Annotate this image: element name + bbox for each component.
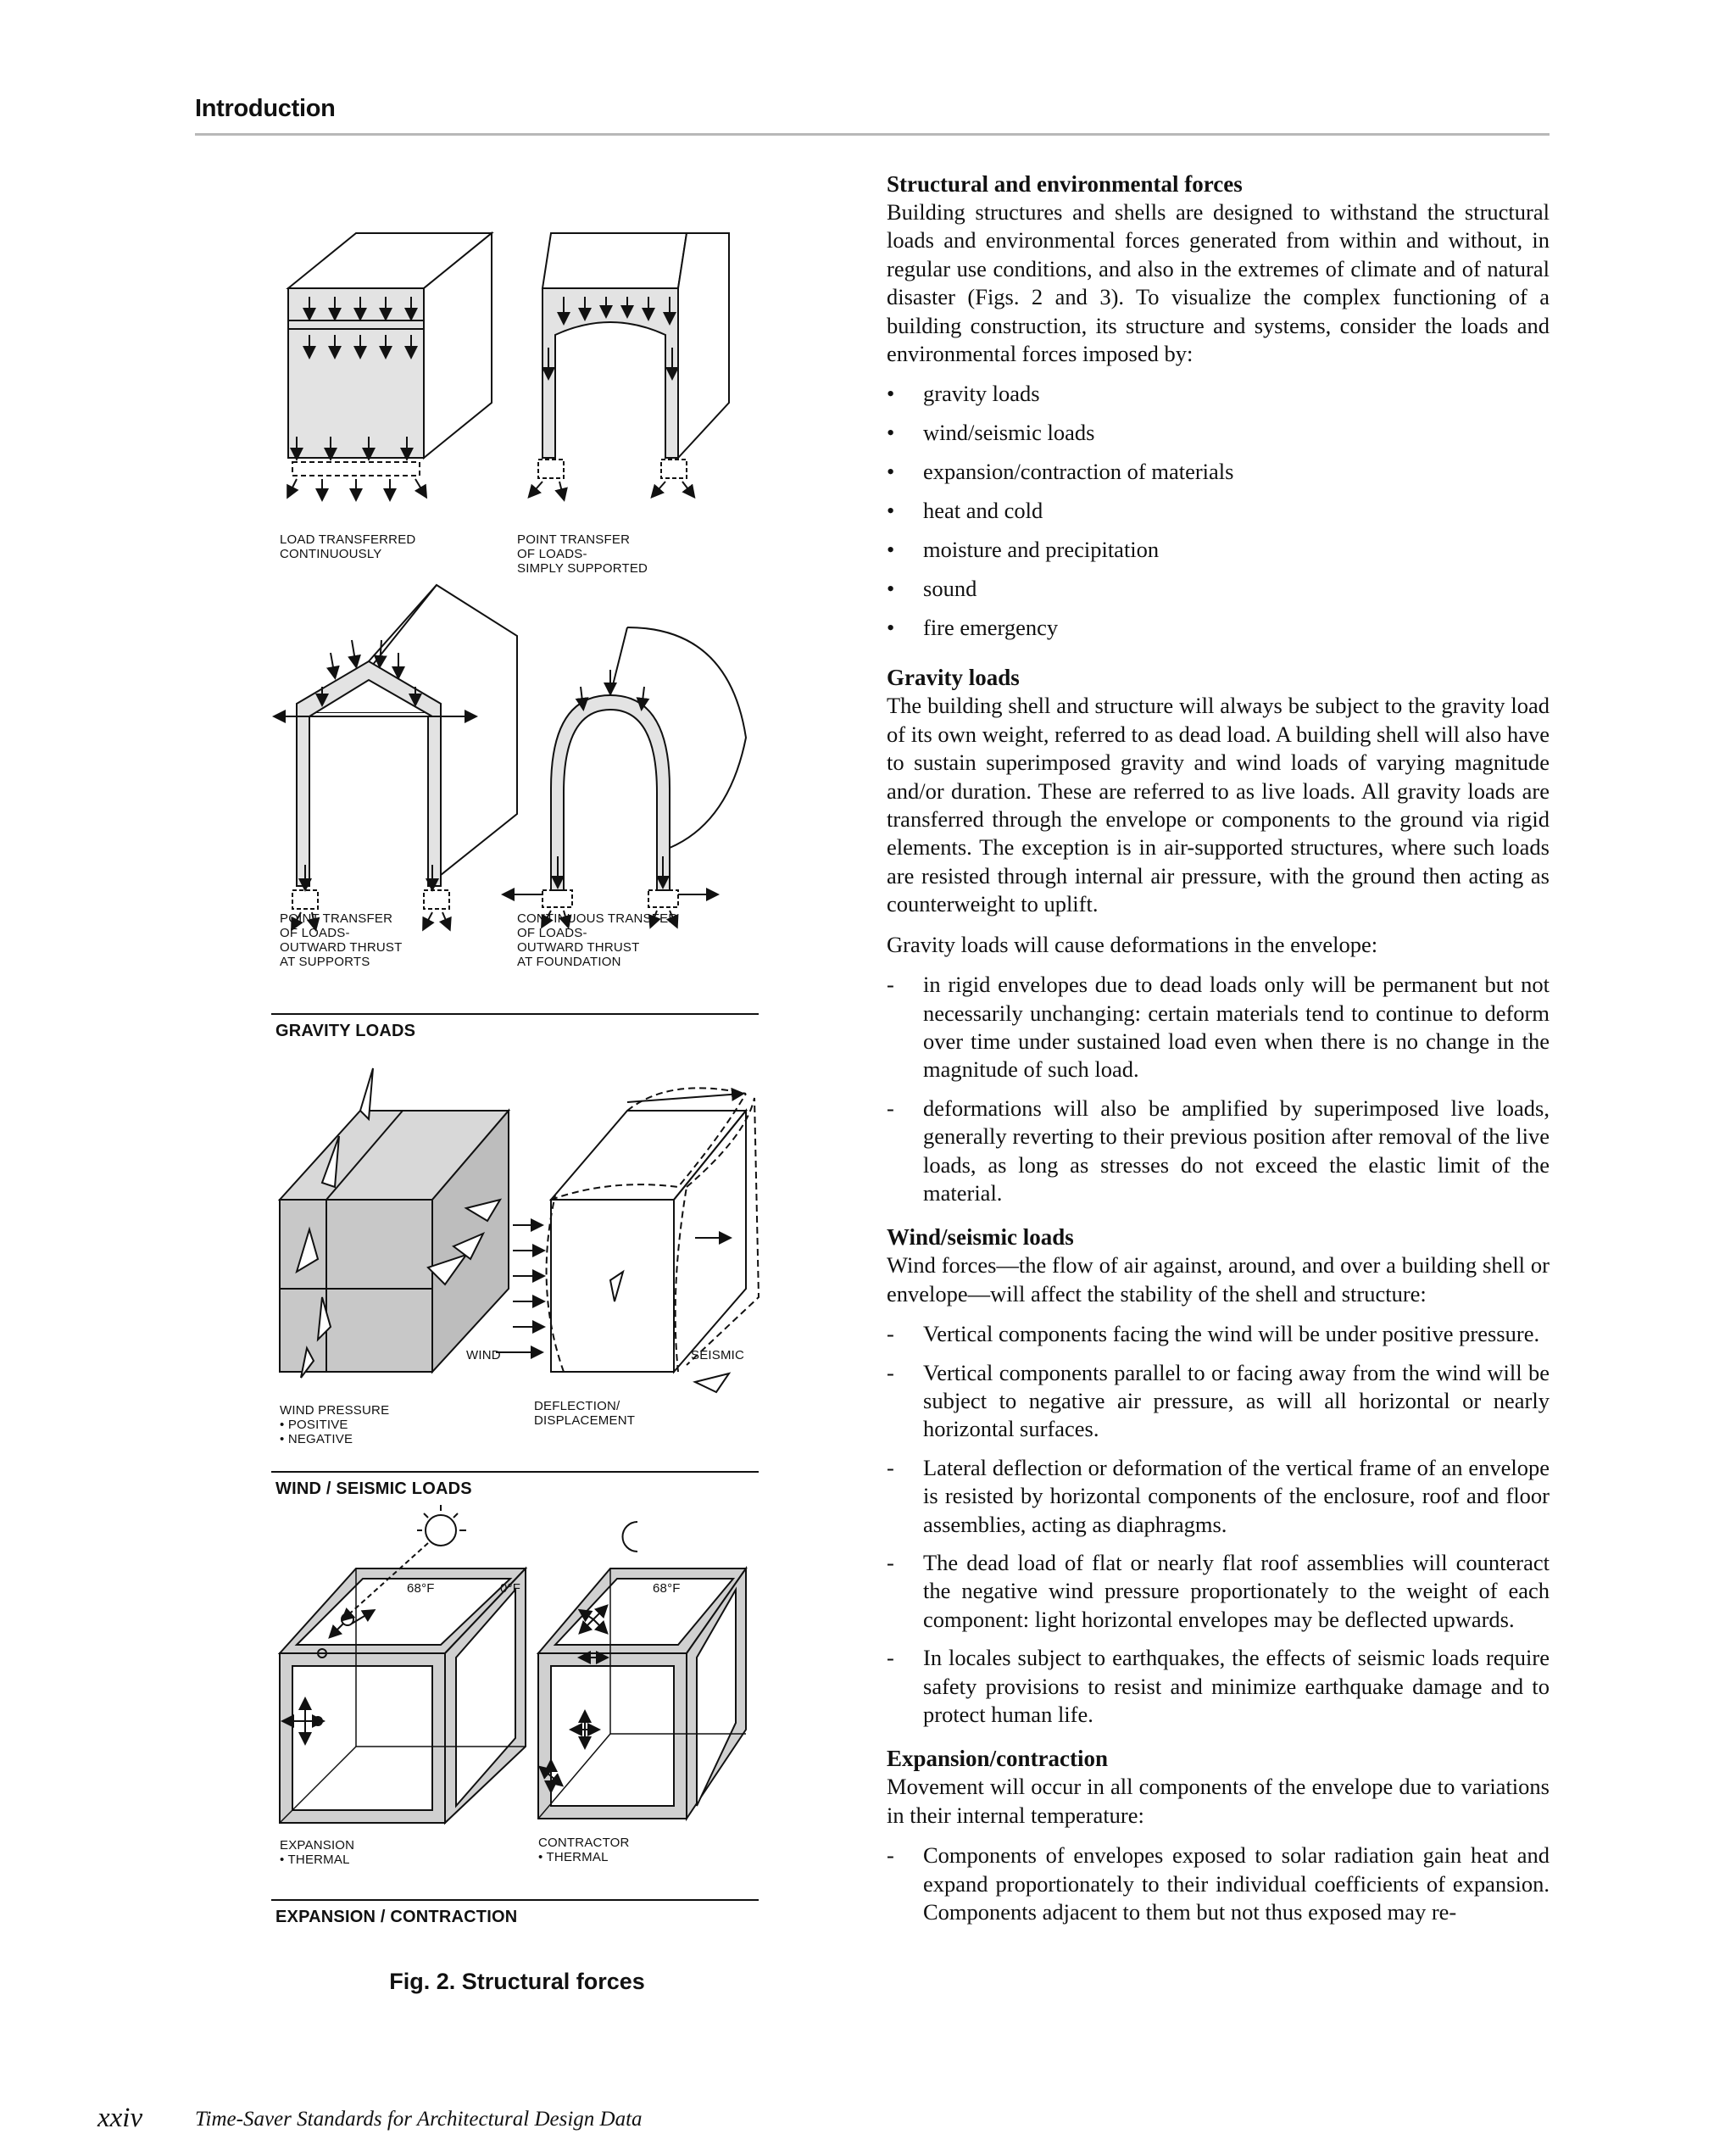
dash-text: The dead load of flat or nearly flat roof assemblies will counteract the negative wind pressure proportionately to the weight of each component: light horizontal envelopes may be deflected upwards. [923,1550,1550,1632]
wind-dash-list [887,1320,1550,1729]
list-item [887,458,1550,497]
gravity-loads-title: GRAVITY LOADS [275,1022,416,1040]
running-head: Introduction [195,95,336,122]
dash-text: Vertical components parallel to or facing away from the wind will be subject to negative air pressure, as will all horizontal or nearly horizontal surfaces. [923,1359,1550,1442]
structural-forces-diagram [271,212,763,1967]
dash-glyph: - [887,1645,894,1671]
gravity-box-gable [275,585,517,928]
para-gravity-2: Gravity loads will cause deformations in the envelope: [887,931,1378,957]
wind-deflection-box [496,1088,759,1392]
figure-structural-forces [271,212,763,1967]
bullet-text: moisture and precipitation [923,537,1160,563]
bullet-glyph: • [887,420,895,446]
dash-text: in rigid envelopes due to dead loads only will be permanent but not necessarily unchanging: certain materials tend to continue to deform over time under sustained load even when there is no change in the magnitude of such load. [923,972,1550,1083]
para-structural-forces: Building structures and shells are designed to withstand the structural loads and environmental forces generated from within and without, in regular use conditions, and also in the extremes of climate and of natural disaster (Figs. 2 and 3). To visualize the complex functioning of a building construction, its structure and systems, consider the loads and environmental forces imposed by: [887,199,1550,367]
contraction-box [538,1522,746,1819]
gravity-label-outward-thrust-supports: POINT TRANSFER OF LOADS- OUTWARD THRUST AT SUPPORTS [280,911,403,969]
bullet-text: wind/seismic loads [923,420,1095,446]
dash-glyph: - [887,1550,894,1575]
gravity-label-continuous: LOAD TRANSFERRED CONTINUOUSLY [280,532,416,561]
list-item [887,380,1550,419]
list-item [887,536,1550,575]
dash-glyph: - [887,972,894,998]
dash-glyph: - [887,1454,894,1480]
heading-wind-seismic: Wind/seismic loads [887,1224,1074,1251]
bullet-glyph: • [887,498,895,524]
list-item [887,1359,1550,1444]
bullet-glyph: • [887,459,895,485]
expansion-dash-list [887,1841,1550,1926]
wind-word-label: WIND [466,1348,501,1362]
expansion-contraction-title: EXPANSION / CONTRACTION [275,1908,518,1926]
dash-glyph: - [887,1359,894,1385]
bullet-text: expansion/contraction of materials [923,459,1234,485]
heading-structural-forces: Structural and environmental forces [887,171,1243,197]
gravity-box-continuous [288,233,492,499]
dash-text: Components of envelopes exposed to solar radiation gain heat and expand proportionately to their individual coefficients of expansion. Components adjacent to them but not thus exposed may re- [923,1842,1550,1925]
dash-glyph: - [887,1842,894,1869]
wind-rule [271,1471,759,1473]
page-number: xxiv [97,2103,143,2133]
list-item [887,614,1550,653]
deflection-label: DEFLECTION/ DISPLACEMENT [534,1399,636,1428]
gravity-box-arch [504,627,746,926]
bullet-glyph: • [887,615,895,641]
bullet-text: sound [923,576,977,602]
bullet-glyph: • [887,381,895,407]
wind-pressure-box [280,1068,509,1378]
wind-pressure-label: WIND PRESSURE • POSITIVE • NEGATIVE [280,1403,390,1446]
header-rule [195,133,1550,136]
wind-seismic-title: WIND / SEISMIC LOADS [275,1479,472,1498]
para-wind: Wind forces—the flow of air against, around, and over a building shell or envelope—will affect the stability of the shell and structure: [887,1252,1550,1307]
list-item [887,497,1550,536]
gravity-rule [271,1013,759,1015]
dash-glyph: - [887,1321,894,1347]
gravity-label-simply-supported: POINT TRANSFER OF LOADS- SIMPLY SUPPORTED [517,532,648,576]
heading-gravity-loads: Gravity loads [887,665,1020,691]
gravity-box-simply-supported [530,233,729,499]
gravity-label-outward-thrust-foundation: CONTINUOUS TRANSFER OF LOADS- OUTWARD THRUST AT FOUNDATION [517,911,678,969]
temp-68-right: 68°F [653,1581,681,1596]
list-item [887,1454,1550,1539]
bullet-text: gravity loads [923,381,1040,407]
bullet-glyph: • [887,537,895,563]
dash-text: deformations will also be amplified by superimposed live loads, generally reverting to their previous position after removal of the live loads, as long as stresses do not exceed the elastic limit of the material. [923,1095,1550,1206]
expansion-box [280,1505,526,1823]
list-item [887,419,1550,458]
list-item [887,1841,1550,1926]
seismic-word-label: SEISMIC [691,1348,745,1362]
dash-text: Vertical components facing the wind will be under positive pressure. [923,1321,1540,1347]
temp-68-left: 68°F [407,1581,435,1596]
list-item [887,971,1550,1084]
heading-expansion-contraction: Expansion/contraction [887,1746,1109,1772]
book-title: Time-Saver Standards for Architectural Design Data [195,2108,643,2131]
para-expansion: Movement will occur in all components of the envelope due to variations in their internal temperature: [887,1774,1550,1828]
text-column [887,170,1550,1942]
para-gravity-1: The building shell and structure will always be subject to the gravity load of its own weight, referred to as dead load. A building shell will also have to sustain superimposed gravity and wind loads of varying magnitude and/or duration. These are referred to as live loads. All gravity loads are transferred through the envelope or components to the ground via rigid elements. The exception is in air-supported structures, where such loads are resisted through internal air pressure, with the ground then acting as counterweight to uplift. [887,693,1550,917]
figure-caption: Fig. 2. Structural forces [389,1969,645,1994]
gravity-dash-list [887,971,1550,1207]
force-bullet-list [887,380,1550,653]
dash-text: In locales subject to earthquakes, the effects of seismic loads require safety provisions to resist and minimize earthquake damage and to protect human life. [923,1645,1550,1728]
list-item [887,575,1550,614]
dash-text: Lateral deflection or deformation of the vertical frame of an envelope is resisted by horizontal components of the enclosure, roof and floor assemblies, acting as diaphragms. [923,1454,1550,1537]
bullet-text: heat and cold [923,498,1043,524]
list-item [887,1320,1550,1348]
bullet-text: fire emergency [923,615,1059,641]
dash-glyph: - [887,1095,894,1121]
bullet-glyph: • [887,576,895,602]
list-item [887,1644,1550,1729]
expansion-rule [271,1899,759,1901]
list-item [887,1095,1550,1208]
list-item [887,1549,1550,1634]
expansion-label: EXPANSION • THERMAL [280,1838,355,1867]
temp-0: 0°F [500,1581,521,1596]
contractor-label: CONTRACTOR • THERMAL [538,1836,630,1864]
